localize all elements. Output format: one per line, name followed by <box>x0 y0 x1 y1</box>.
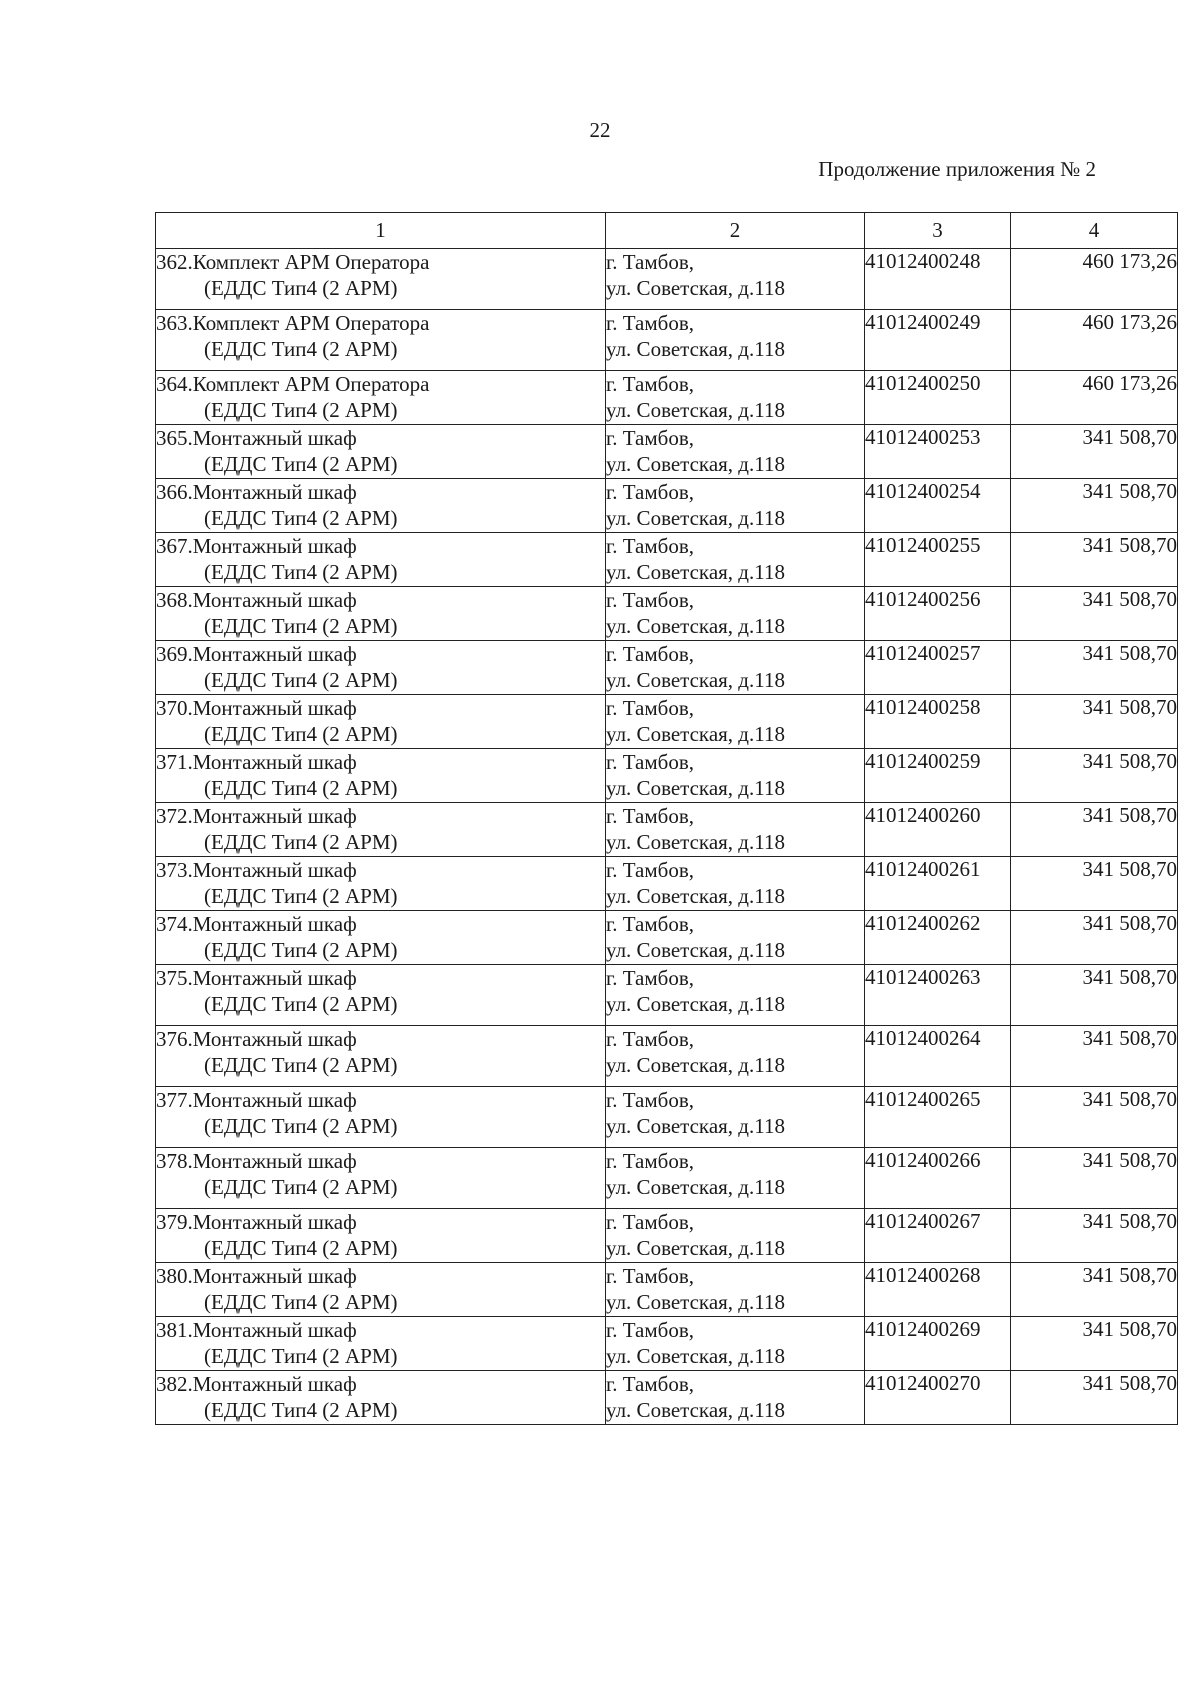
address-street: ул. Советская, д.118 <box>606 830 785 854</box>
inventory-number: 41012400260 <box>865 803 1011 857</box>
address-city: г. Тамбов, <box>606 1027 695 1051</box>
table-row <box>156 803 1178 857</box>
item-name-cell <box>156 965 606 1026</box>
table-row <box>156 1209 1178 1263</box>
address-city: г. Тамбов, <box>606 1088 695 1112</box>
cost-value: 341 508,70 <box>1011 479 1178 533</box>
address-cell <box>606 1263 865 1317</box>
cost-value: 341 508,70 <box>1011 587 1178 641</box>
item-number: 363. <box>156 311 193 335</box>
item-number: 365. <box>156 426 193 450</box>
address-street: ул. Советская, д.118 <box>606 560 785 584</box>
address-cell <box>606 749 865 803</box>
item-name-cell <box>156 1026 606 1087</box>
item-name-detail: (ЕДДС Тип4 (2 АРМ) <box>204 614 398 638</box>
inventory-number: 41012400258 <box>865 695 1011 749</box>
table-row <box>156 749 1178 803</box>
table-row <box>156 425 1178 479</box>
item-name: Монтажный шкаф <box>192 1264 357 1288</box>
item-name: Монтажный шкаф <box>192 1318 357 1342</box>
address-street: ул. Советская, д.118 <box>606 776 785 800</box>
address-cell <box>606 479 865 533</box>
inventory-number: 41012400262 <box>865 911 1011 965</box>
item-name-detail: (ЕДДС Тип4 (2 АРМ) <box>204 668 398 692</box>
address-street: ул. Советская, д.118 <box>606 668 785 692</box>
cost-value: 341 508,70 <box>1011 1371 1178 1425</box>
item-number: 373. <box>156 858 193 882</box>
cost-value: 341 508,70 <box>1011 911 1178 965</box>
inventory-number: 41012400270 <box>865 1371 1011 1425</box>
address-cell <box>606 425 865 479</box>
item-name-detail: (ЕДДС Тип4 (2 АРМ) <box>204 722 398 746</box>
item-number: 366. <box>156 480 193 504</box>
address-city: г. Тамбов, <box>606 804 695 828</box>
address-street: ул. Советская, д.118 <box>606 1290 785 1314</box>
item-name-cell <box>156 1209 606 1263</box>
inventory-number: 41012400254 <box>865 479 1011 533</box>
cost-value: 460 173,26 <box>1011 249 1178 310</box>
item-name-cell <box>156 749 606 803</box>
item-name-detail: (ЕДДС Тип4 (2 АРМ) <box>204 398 398 422</box>
address-street: ул. Советская, д.118 <box>606 506 785 530</box>
cost-value: 341 508,70 <box>1011 857 1178 911</box>
inventory-number: 41012400255 <box>865 533 1011 587</box>
table-row <box>156 695 1178 749</box>
item-name-cell <box>156 249 606 310</box>
item-name-detail: (ЕДДС Тип4 (2 АРМ) <box>204 337 398 361</box>
address-street: ул. Советская, д.118 <box>606 938 785 962</box>
item-number: 371. <box>156 750 193 774</box>
cost-value: 341 508,70 <box>1011 425 1178 479</box>
item-name-detail: (ЕДДС Тип4 (2 АРМ) <box>204 938 398 962</box>
table-row <box>156 371 1178 425</box>
table-header-row <box>156 213 1178 249</box>
item-name-detail: (ЕДДС Тип4 (2 АРМ) <box>204 1398 398 1422</box>
inventory-number: 41012400269 <box>865 1317 1011 1371</box>
item-name-detail: (ЕДДС Тип4 (2 АРМ) <box>204 506 398 530</box>
item-name-cell <box>156 1317 606 1371</box>
address-street: ул. Советская, д.118 <box>606 614 785 638</box>
table-row <box>156 911 1178 965</box>
inventory-number: 41012400249 <box>865 310 1011 371</box>
inventory-number: 41012400250 <box>865 371 1011 425</box>
item-name-cell <box>156 371 606 425</box>
inventory-number: 41012400263 <box>865 965 1011 1026</box>
item-name-cell <box>156 1148 606 1209</box>
item-name-detail: (ЕДДС Тип4 (2 АРМ) <box>204 1344 398 1368</box>
address-cell <box>606 1371 865 1425</box>
item-name: Монтажный шкаф <box>192 588 357 612</box>
item-name-detail: (ЕДДС Тип4 (2 АРМ) <box>204 1114 398 1138</box>
item-number: 374. <box>156 912 193 936</box>
address-city: г. Тамбов, <box>606 480 695 504</box>
address-street: ул. Советская, д.118 <box>606 1236 785 1260</box>
inventory-number: 41012400267 <box>865 1209 1011 1263</box>
inventory-number: 41012400257 <box>865 641 1011 695</box>
cost-value: 341 508,70 <box>1011 1263 1178 1317</box>
item-name-cell <box>156 641 606 695</box>
item-name-detail: (ЕДДС Тип4 (2 АРМ) <box>204 452 398 476</box>
address-city: г. Тамбов, <box>606 311 695 335</box>
item-name-detail: (ЕДДС Тип4 (2 АРМ) <box>204 1053 398 1077</box>
address-city: г. Тамбов, <box>606 1210 695 1234</box>
cost-value: 341 508,70 <box>1011 1026 1178 1087</box>
address-cell <box>606 1317 865 1371</box>
address-cell <box>606 911 865 965</box>
address-city: г. Тамбов, <box>606 250 695 274</box>
address-street: ул. Советская, д.118 <box>606 1175 785 1199</box>
address-city: г. Тамбов, <box>606 426 695 450</box>
item-number: 381. <box>156 1318 193 1342</box>
item-name: Монтажный шкаф <box>192 1027 357 1051</box>
address-street: ул. Советская, д.118 <box>606 1114 785 1138</box>
table-row <box>156 310 1178 371</box>
address-street: ул. Советская, д.118 <box>606 992 785 1016</box>
item-name: Монтажный шкаф <box>192 858 357 882</box>
item-name: Монтажный шкаф <box>192 912 357 936</box>
item-name: Монтажный шкаф <box>192 1088 357 1112</box>
address-city: г. Тамбов, <box>606 372 695 396</box>
address-cell <box>606 533 865 587</box>
address-cell <box>606 249 865 310</box>
address-cell <box>606 371 865 425</box>
header-col-4: 4 <box>1011 213 1178 249</box>
address-city: г. Тамбов, <box>606 642 695 666</box>
item-name: Монтажный шкаф <box>192 696 357 720</box>
item-name-cell <box>156 803 606 857</box>
header-col-3: 3 <box>865 213 1011 249</box>
header-col-2: 2 <box>606 213 865 249</box>
address-cell <box>606 310 865 371</box>
table-row <box>156 587 1178 641</box>
item-name-cell <box>156 533 606 587</box>
address-cell <box>606 965 865 1026</box>
cost-value: 341 508,70 <box>1011 803 1178 857</box>
item-name-detail: (ЕДДС Тип4 (2 АРМ) <box>204 776 398 800</box>
item-name-detail: (ЕДДС Тип4 (2 АРМ) <box>204 276 398 300</box>
cost-value: 341 508,70 <box>1011 641 1178 695</box>
address-cell <box>606 803 865 857</box>
item-name: Монтажный шкаф <box>192 966 357 990</box>
address-cell <box>606 1026 865 1087</box>
item-name-detail: (ЕДДС Тип4 (2 АРМ) <box>204 560 398 584</box>
address-cell <box>606 1087 865 1148</box>
cost-value: 341 508,70 <box>1011 695 1178 749</box>
item-number: 377. <box>156 1088 193 1112</box>
address-city: г. Тамбов, <box>606 1372 695 1396</box>
address-city: г. Тамбов, <box>606 696 695 720</box>
item-name: Монтажный шкаф <box>192 804 357 828</box>
table-row <box>156 479 1178 533</box>
item-name-cell <box>156 425 606 479</box>
inventory-number: 41012400261 <box>865 857 1011 911</box>
cost-value: 460 173,26 <box>1011 371 1178 425</box>
address-city: г. Тамбов, <box>606 858 695 882</box>
appendix-caption: Продолжение приложения № 2 <box>818 157 1096 181</box>
item-number: 367. <box>156 534 193 558</box>
item-name: Монтажный шкаф <box>192 480 357 504</box>
item-name: Монтажный шкаф <box>192 750 357 774</box>
address-cell <box>606 587 865 641</box>
item-name-cell <box>156 1263 606 1317</box>
item-name-detail: (ЕДДС Тип4 (2 АРМ) <box>204 1290 398 1314</box>
table-row <box>156 641 1178 695</box>
item-number: 382. <box>156 1372 193 1396</box>
item-name-cell <box>156 857 606 911</box>
address-city: г. Тамбов, <box>606 1149 695 1173</box>
item-name: Комплект АРМ Оператора <box>192 372 430 396</box>
cost-value: 460 173,26 <box>1011 310 1178 371</box>
inventory-number: 41012400248 <box>865 249 1011 310</box>
table-row <box>156 1317 1178 1371</box>
address-city: г. Тамбов, <box>606 588 695 612</box>
table-row <box>156 249 1178 310</box>
appendix-table <box>155 212 1178 1425</box>
inventory-number: 41012400266 <box>865 1148 1011 1209</box>
header-col-1: 1 <box>156 213 606 249</box>
address-city: г. Тамбов, <box>606 1318 695 1342</box>
address-city: г. Тамбов, <box>606 966 695 990</box>
table-row <box>156 1087 1178 1148</box>
item-name-cell <box>156 695 606 749</box>
address-cell <box>606 1148 865 1209</box>
item-name-cell <box>156 1371 606 1425</box>
item-name-detail: (ЕДДС Тип4 (2 АРМ) <box>204 830 398 854</box>
item-number: 372. <box>156 804 193 828</box>
address-street: ул. Советская, д.118 <box>606 398 785 422</box>
address-city: г. Тамбов, <box>606 912 695 936</box>
item-number: 380. <box>156 1264 193 1288</box>
item-name-detail: (ЕДДС Тип4 (2 АРМ) <box>204 1236 398 1260</box>
table-row <box>156 1371 1178 1425</box>
item-name: Комплект АРМ Оператора <box>192 311 430 335</box>
cost-value: 341 508,70 <box>1011 965 1178 1026</box>
cost-value: 341 508,70 <box>1011 533 1178 587</box>
cost-value: 341 508,70 <box>1011 1148 1178 1209</box>
item-number: 375. <box>156 966 193 990</box>
address-cell <box>606 695 865 749</box>
item-name: Монтажный шкаф <box>192 1372 357 1396</box>
item-name-detail: (ЕДДС Тип4 (2 АРМ) <box>204 992 398 1016</box>
item-name-detail: (ЕДДС Тип4 (2 АРМ) <box>204 1175 398 1199</box>
table-row <box>156 1026 1178 1087</box>
inventory-number: 41012400259 <box>865 749 1011 803</box>
inventory-number: 41012400264 <box>865 1026 1011 1087</box>
table-body <box>156 249 1178 1425</box>
inventory-number: 41012400265 <box>865 1087 1011 1148</box>
address-street: ул. Советская, д.118 <box>606 337 785 361</box>
address-city: г. Тамбов, <box>606 750 695 774</box>
address-street: ул. Советская, д.118 <box>606 1344 785 1368</box>
inventory-number: 41012400268 <box>865 1263 1011 1317</box>
item-number: 362. <box>156 250 193 274</box>
item-name: Монтажный шкаф <box>192 1210 357 1234</box>
table-row <box>156 533 1178 587</box>
inventory-number: 41012400256 <box>865 587 1011 641</box>
table-row <box>156 857 1178 911</box>
item-number: 369. <box>156 642 193 666</box>
item-name: Монтажный шкаф <box>192 426 357 450</box>
cost-value: 341 508,70 <box>1011 1317 1178 1371</box>
item-number: 368. <box>156 588 193 612</box>
item-name-cell <box>156 1087 606 1148</box>
item-name-cell <box>156 911 606 965</box>
table-row <box>156 1263 1178 1317</box>
address-street: ул. Советская, д.118 <box>606 452 785 476</box>
item-name: Монтажный шкаф <box>192 534 357 558</box>
page-number: 22 <box>589 118 611 142</box>
item-number: 364. <box>156 372 193 396</box>
item-name: Монтажный шкаф <box>192 1149 357 1173</box>
item-number: 376. <box>156 1027 193 1051</box>
cost-value: 341 508,70 <box>1011 1087 1178 1148</box>
item-name: Монтажный шкаф <box>192 642 357 666</box>
address-street: ул. Советская, д.118 <box>606 1053 785 1077</box>
address-cell <box>606 641 865 695</box>
table-row <box>156 1148 1178 1209</box>
item-name-detail: (ЕДДС Тип4 (2 АРМ) <box>204 884 398 908</box>
address-cell <box>606 1209 865 1263</box>
item-name: Комплект АРМ Оператора <box>192 250 430 274</box>
cost-value: 341 508,70 <box>1011 749 1178 803</box>
address-cell <box>606 857 865 911</box>
address-street: ул. Советская, д.118 <box>606 1398 785 1422</box>
item-name-cell <box>156 310 606 371</box>
item-number: 378. <box>156 1149 193 1173</box>
cost-value: 341 508,70 <box>1011 1209 1178 1263</box>
address-street: ул. Советская, д.118 <box>606 276 785 300</box>
address-city: г. Тамбов, <box>606 534 695 558</box>
item-name-cell <box>156 587 606 641</box>
address-street: ул. Советская, д.118 <box>606 722 785 746</box>
item-number: 379. <box>156 1210 193 1234</box>
item-number: 370. <box>156 696 193 720</box>
address-street: ул. Советская, д.118 <box>606 884 785 908</box>
inventory-number: 41012400253 <box>865 425 1011 479</box>
item-name-cell <box>156 479 606 533</box>
address-city: г. Тамбов, <box>606 1264 695 1288</box>
table-row <box>156 965 1178 1026</box>
